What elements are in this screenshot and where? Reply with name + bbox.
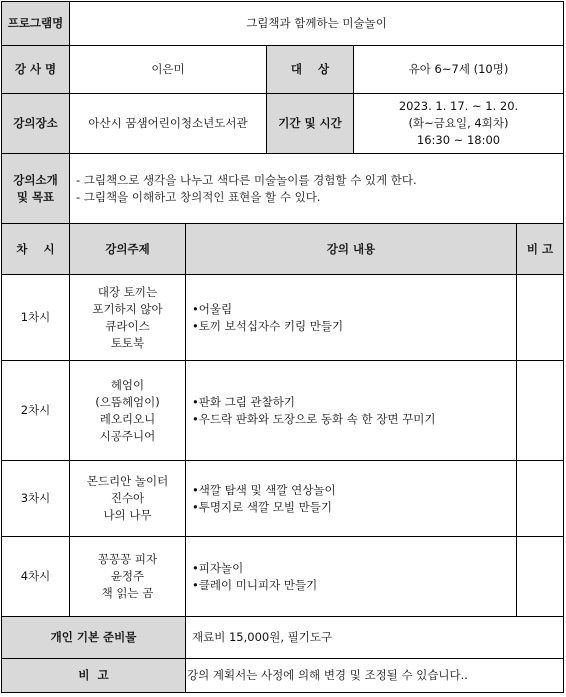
materials-row (2, 617, 564, 659)
period-value (354, 94, 564, 154)
table-row (2, 537, 564, 617)
venue-label: 강의장소 (2, 94, 70, 154)
period-label: 기간 및 시간 (267, 94, 354, 154)
period-days: (화~금요일, 4회차) (408, 116, 509, 130)
note-cell (517, 275, 564, 361)
content-line: •우드락 판화와 도장으로 동화 속 한 장면 꾸미기 (192, 411, 436, 426)
content-cell (186, 275, 517, 361)
topic-line: 레오리오니 (99, 411, 156, 426)
table-row (2, 275, 564, 361)
schedule-header-row (2, 224, 564, 275)
intro-text (70, 154, 564, 224)
col-session-header: 차 시 (2, 224, 70, 275)
session-cell: 2차시 (2, 361, 70, 461)
lecture-plan-table (1, 1, 564, 693)
content-cell (186, 537, 517, 617)
content-line: •클레이 미니피자 만들기 (192, 577, 318, 592)
topic-cell (70, 537, 186, 617)
materials-label: 개인 기본 준비물 (2, 617, 186, 659)
period-dates: 2023. 1. 17. ~ 1. 20. (398, 99, 519, 113)
session-cell: 3차시 (2, 461, 70, 537)
intro-label-line2: 및 목표 (16, 189, 55, 204)
intro-goal-1: - 그림책으로 생각을 나누고 색다른 미술놀이를 경험할 수 있게 한다. (76, 172, 417, 187)
note-row (2, 659, 564, 693)
topic-line: 진수아 (110, 491, 145, 505)
content-cell (186, 361, 517, 461)
instructor-value: 이은미 (70, 46, 267, 94)
topic-line: 시공주니어 (99, 428, 156, 443)
content-cell (186, 461, 517, 537)
venue-row (2, 94, 564, 154)
note-cell (517, 361, 564, 461)
note-label: 비 고 (2, 659, 186, 693)
note-value: 강의 계획서는 사정에 의해 변경 및 조정될 수 있습니다.. (186, 659, 564, 693)
content-line: •어울림 (192, 301, 233, 316)
session-cell: 1차시 (2, 275, 70, 361)
topic-line: 헤엄이 (110, 377, 145, 392)
col-note-header: 비 고 (517, 224, 564, 275)
topic-line: 몬드리안 놀이터 (86, 474, 169, 488)
topic-line: (으뜸헤엄이) (95, 394, 160, 409)
topic-line: 꽁꽁꽁 피자 (97, 552, 158, 566)
intro-goal-2: - 그림책을 이해하고 창의적인 표현을 할 수 있다. (76, 189, 321, 204)
table-row (2, 361, 564, 461)
topic-line: 큐라이스 (105, 318, 150, 333)
topic-line: 토토북 (110, 335, 145, 350)
intro-label (2, 154, 70, 224)
table-row (2, 461, 564, 537)
intro-row (2, 154, 564, 224)
note-cell (517, 537, 564, 617)
instructor-label: 강 사 명 (2, 46, 70, 94)
topic-line: 포기하지 않아 (92, 301, 163, 316)
topic-cell (70, 461, 186, 537)
col-topic-header: 강의주제 (70, 224, 186, 275)
program-label: 프로그램명 (2, 2, 70, 46)
target-value: 유아 6~7세 (10명) (354, 46, 564, 94)
program-row (2, 2, 564, 46)
topic-line: 책 읽는 곰 (101, 586, 154, 600)
content-line: •판화 그림 관찰하기 (192, 394, 295, 409)
content-line: •색깔 탐색 및 색깔 연상놀이 (192, 482, 336, 497)
materials-value: 재료비 15,000원, 필기도구 (186, 617, 564, 659)
content-line: •토끼 보석십자수 키링 만들기 (192, 318, 344, 333)
target-label: 대 상 (267, 46, 354, 94)
topic-line: 나의 나무 (103, 508, 152, 522)
period-time: 16:30 ~ 18:00 (416, 133, 501, 147)
venue-value: 아산시 꿈샘어린이청소년도서관 (70, 94, 267, 154)
topic-cell (70, 275, 186, 361)
content-line: •투명지로 색깔 모빌 만들기 (192, 499, 332, 514)
col-content-header: 강의 내용 (186, 224, 517, 275)
intro-label-line1: 강의소개 (13, 172, 58, 187)
instructor-row (2, 46, 564, 94)
topic-line: 윤정주 (110, 569, 145, 583)
content-line: •피자놀이 (192, 560, 244, 575)
topic-line: 대장 토끼는 (97, 284, 158, 299)
program-value: 그림책과 함께하는 미술놀이 (70, 2, 564, 46)
session-cell: 4차시 (2, 537, 70, 617)
note-cell (517, 461, 564, 537)
topic-cell (70, 361, 186, 461)
